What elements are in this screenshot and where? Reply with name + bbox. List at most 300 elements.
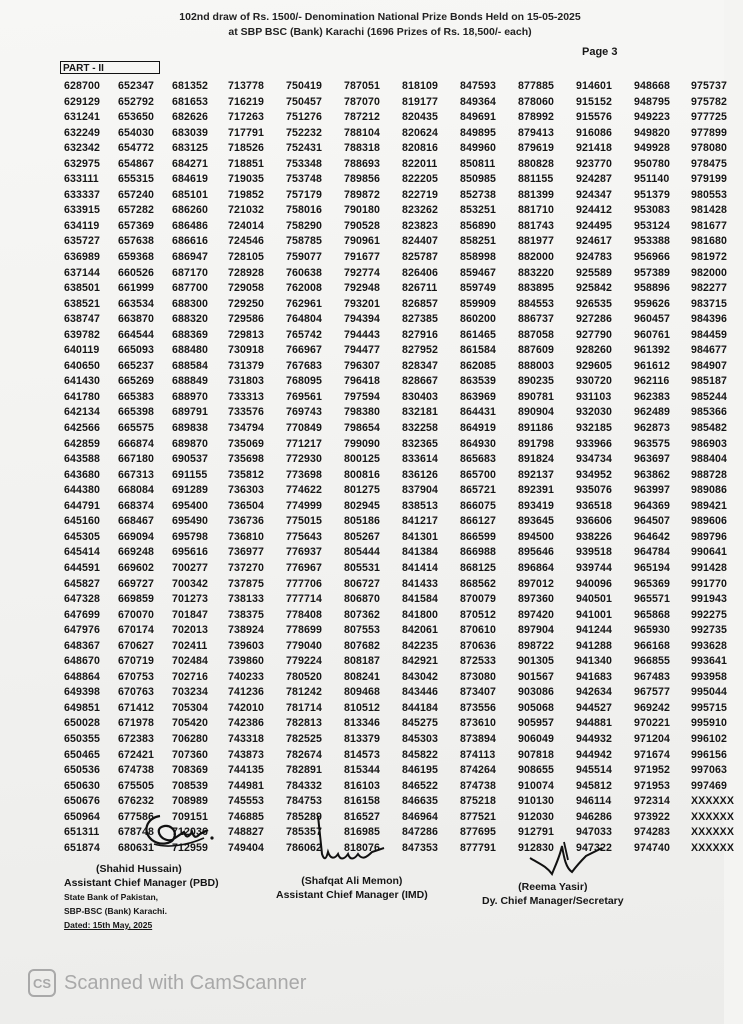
prize-bond-number: 670174 <box>118 624 154 637</box>
prize-bond-number: 971204 <box>634 732 670 745</box>
prize-bond-number: 702716 <box>172 670 208 683</box>
signature-shafqat-ali-memon <box>312 814 392 870</box>
prize-bond-number: 650536 <box>64 764 100 777</box>
prize-bond-number: 737875 <box>228 577 264 590</box>
prize-bond-number: 661999 <box>118 282 154 295</box>
prize-bond-number: 907818 <box>518 748 554 761</box>
prize-bond-number: 948795 <box>634 95 670 108</box>
prize-bond-number: 702484 <box>172 655 208 668</box>
prize-bond-number: 813346 <box>344 717 380 730</box>
prize-bond-number: 760638 <box>286 266 322 279</box>
prize-bond-number: 648367 <box>64 639 100 652</box>
prize-bond-number: 929605 <box>576 359 612 372</box>
prize-bond-number: 996102 <box>691 732 727 745</box>
prize-bond-number: 675505 <box>118 779 154 792</box>
prize-bond-number: 647328 <box>64 593 100 606</box>
prize-bond-number: 736810 <box>228 530 264 543</box>
camscanner-logo-icon: CS <box>28 969 56 997</box>
prize-bond-number: 995044 <box>691 686 727 699</box>
prize-bond-number: 633111 <box>64 173 99 186</box>
prize-bond-number: 884553 <box>518 297 554 310</box>
prize-bond-number: 995910 <box>691 717 727 730</box>
prize-bond-number: 647976 <box>64 624 100 637</box>
prize-bond-number: 788104 <box>344 126 380 139</box>
prize-bond-number: 879413 <box>518 126 554 139</box>
prize-bond-number: 847593 <box>460 80 496 92</box>
prize-bond-number: 816527 <box>344 810 380 823</box>
prize-bond-number: 962383 <box>634 390 670 403</box>
prize-bond-number: 688369 <box>172 328 208 341</box>
prize-bond-number: 866127 <box>460 515 496 528</box>
prize-bond-number: 705420 <box>172 717 208 730</box>
prize-bond-number: 633915 <box>64 204 100 217</box>
prize-bond-number: 781714 <box>286 701 322 714</box>
number-column <box>118 79 170 856</box>
prize-bond-number: 965930 <box>634 624 670 637</box>
prize-bond-number: 926535 <box>576 297 612 310</box>
prize-bond-number: 639782 <box>64 328 100 341</box>
prize-bond-number: 963575 <box>634 437 670 450</box>
prize-bond-number: 983715 <box>691 297 727 310</box>
prize-bond-number: 718526 <box>228 142 264 155</box>
prize-bond-number: 960457 <box>634 313 670 326</box>
prize-bond-number: 779224 <box>286 655 322 668</box>
prize-bond-number: 736977 <box>228 546 264 559</box>
prize-bond-number: 779040 <box>286 639 322 652</box>
prize-bond-number: 632342 <box>64 142 100 155</box>
prize-bond-number: 993628 <box>691 639 727 652</box>
prize-bond-number: 654867 <box>118 157 154 170</box>
prize-bond-number: 663534 <box>118 297 154 310</box>
prize-bond-number: 880828 <box>518 157 554 170</box>
page-number: Page 3 <box>582 46 618 58</box>
prize-bond-number: 846964 <box>402 810 438 823</box>
prize-bond-number: 729250 <box>228 297 264 310</box>
prize-bond-number: 782813 <box>286 717 322 730</box>
prize-bond-number: 743873 <box>228 748 264 761</box>
prize-bond-number: 963862 <box>634 468 670 481</box>
prize-bond-number: 897360 <box>518 593 554 606</box>
prize-bond-number: 729058 <box>228 282 264 295</box>
prize-bond-number: 863539 <box>460 375 496 388</box>
prize-bond-number: 997063 <box>691 764 727 777</box>
prize-bond-number: 861465 <box>460 328 496 341</box>
prize-bond-number: 762008 <box>286 282 322 295</box>
prize-bond-number: 806870 <box>344 593 380 606</box>
prize-bond-number: 850811 <box>460 157 496 170</box>
prize-bond-number: 654772 <box>118 142 154 155</box>
prize-bond-number: 841384 <box>402 546 438 559</box>
prize-bond-number: 805444 <box>344 546 380 559</box>
prize-bond-number: 989086 <box>691 484 727 497</box>
prize-bond-number: 877791 <box>460 841 496 854</box>
prize-bond-number: 928260 <box>576 344 612 357</box>
prize-bond-number: 981680 <box>691 235 727 248</box>
prize-bond-number: 677586 <box>118 810 154 823</box>
prize-bond-number: 788693 <box>344 157 380 170</box>
prize-bond-number: 665237 <box>118 359 154 372</box>
prize-bond-number: 643588 <box>64 453 100 466</box>
prize-bond-number: 664544 <box>118 328 154 341</box>
prize-bond-number: 769561 <box>286 390 322 403</box>
prize-bond-number: 669859 <box>118 593 154 606</box>
prize-bond-number: 916086 <box>576 126 612 139</box>
prize-bond-number: 934734 <box>576 453 612 466</box>
prize-bond-number: 666874 <box>118 437 154 450</box>
prize-bond-number: 767683 <box>286 359 322 372</box>
prize-bond-number: 758785 <box>286 235 322 248</box>
prize-bond-number: 986903 <box>691 437 727 450</box>
prize-bond-number: 671978 <box>118 717 154 730</box>
prize-bond-number: 735812 <box>228 468 264 481</box>
prize-bond-number: 768095 <box>286 375 322 388</box>
prize-bond-number: 718851 <box>228 157 264 170</box>
prize-bond-number: 708369 <box>172 764 208 777</box>
prize-bond-number: 897904 <box>518 624 554 637</box>
prize-bond-number: 887058 <box>518 328 554 341</box>
prize-bond-number: 924783 <box>576 251 612 264</box>
prize-bond-number: 805186 <box>344 515 380 528</box>
prize-bond-number: 644380 <box>64 484 100 497</box>
prize-bond-number: 735698 <box>228 453 264 466</box>
prize-bond-number: 772930 <box>286 453 322 466</box>
prize-bond-number: 798654 <box>344 422 380 435</box>
prize-bond-number: 975782 <box>691 95 727 108</box>
prize-bond-number: 827952 <box>402 344 438 357</box>
prize-bond-number: 654030 <box>118 126 154 139</box>
prize-bond-number: 891824 <box>518 453 554 466</box>
prize-bond-number: XXXXXX <box>691 795 734 808</box>
prize-bond-number: 985482 <box>691 422 727 435</box>
prize-bond-number: 961612 <box>634 359 670 372</box>
prize-bond-number: 681653 <box>172 95 208 108</box>
prize-bond-number: 700342 <box>172 577 208 590</box>
prize-bond-number: XXXXXX <box>691 826 734 839</box>
prize-bond-number: 782674 <box>286 748 322 761</box>
prize-bond-number: 845275 <box>402 717 438 730</box>
prize-bond-number: 865700 <box>460 468 496 481</box>
prize-bond-number: 787051 <box>344 80 380 92</box>
signatory-2-name: (Shafqat Ali Memon) <box>301 875 403 887</box>
prize-bond-number: 856890 <box>460 219 496 232</box>
prize-bond-number: 778408 <box>286 608 322 621</box>
prize-bond-number: 809468 <box>344 686 380 699</box>
signatory-2-title: Assistant Chief Manager (IMD) <box>276 889 428 901</box>
prize-bond-number: 777706 <box>286 577 322 590</box>
prize-bond-number: 752232 <box>286 126 322 139</box>
prize-bond-number: 683039 <box>172 126 208 139</box>
prize-bond-number: 657240 <box>118 188 154 201</box>
prize-bond-number: 820624 <box>402 126 438 139</box>
prize-bond-number: 946286 <box>576 810 612 823</box>
prize-bond-number: 676232 <box>118 795 154 808</box>
prize-bond-number: 751276 <box>286 111 322 124</box>
prize-bond-number: 818109 <box>402 80 438 92</box>
prize-bond-number: 975737 <box>691 80 727 92</box>
prize-bond-number: 865683 <box>460 453 496 466</box>
prize-bond-number: 873610 <box>460 717 496 730</box>
prize-bond-number: 784753 <box>286 795 322 808</box>
prize-bond-number: 734794 <box>228 422 264 435</box>
prize-bond-number: 729586 <box>228 313 264 326</box>
prize-bond-number: 925589 <box>576 266 612 279</box>
prize-bond-number: 819177 <box>402 95 438 108</box>
watermark-text: Scanned with CamScanner <box>64 971 307 994</box>
prize-bond-number: 959626 <box>634 297 670 310</box>
prize-bond-number: 967483 <box>634 670 670 683</box>
prize-bond-number: 843446 <box>402 686 438 699</box>
prize-bond-number: 774999 <box>286 499 322 512</box>
number-column <box>228 79 280 856</box>
prize-bond-number: 736504 <box>228 499 264 512</box>
prize-bond-number: 977725 <box>691 111 727 124</box>
prize-bond-number: 707360 <box>172 748 208 761</box>
prize-bond-number: 912030 <box>518 810 554 823</box>
prize-bond-number: 894500 <box>518 530 554 543</box>
prize-bond-number: 721032 <box>228 204 264 217</box>
prize-bond-number: 939744 <box>576 561 612 574</box>
prize-bond-number: 965571 <box>634 593 670 606</box>
prize-bond-number: 940501 <box>576 593 612 606</box>
signatory-1-org: State Bank of Pakistan, <box>64 892 159 902</box>
number-column <box>402 79 454 856</box>
prize-bond-number: 668374 <box>118 499 154 512</box>
prize-bond-number: 947033 <box>576 826 612 839</box>
prize-bond-number: 924412 <box>576 204 612 217</box>
prize-bond-number: 881155 <box>518 173 554 186</box>
prize-bond-number: 717791 <box>228 126 264 139</box>
prize-bond-number: 669248 <box>118 546 154 559</box>
prize-bond-number: 995715 <box>691 701 727 714</box>
prize-bond-number: 941244 <box>576 624 612 637</box>
prize-bond-number: 808187 <box>344 655 380 668</box>
prize-bond-number: 810512 <box>344 701 380 714</box>
prize-bond-number: 845822 <box>402 748 438 761</box>
prize-bond-number: 685101 <box>172 188 208 201</box>
prize-bond-number: 962873 <box>634 422 670 435</box>
prize-bond-number: 852738 <box>460 188 496 201</box>
prize-bond-number: 688300 <box>172 297 208 310</box>
prize-bond-number: 828347 <box>402 359 438 372</box>
prize-bond-number: 650964 <box>64 810 100 823</box>
prize-bond-number: 870636 <box>460 639 496 652</box>
prize-bond-number: 695490 <box>172 515 208 528</box>
prize-bond-number: 890904 <box>518 406 554 419</box>
prize-bond-number: 695616 <box>172 546 208 559</box>
prize-bond-number: 859467 <box>460 266 496 279</box>
prize-bond-number: 934952 <box>576 468 612 481</box>
prize-bond-number: 740233 <box>228 670 264 683</box>
prize-bond-number: 629129 <box>64 95 100 108</box>
prize-bond-number: 796307 <box>344 359 380 372</box>
prize-bond-number: 868562 <box>460 577 496 590</box>
prize-bond-number: 806727 <box>344 577 380 590</box>
prize-bond-number: 879619 <box>518 142 554 155</box>
prize-bond-number: 993958 <box>691 670 727 683</box>
prize-bond-number: 953388 <box>634 235 670 248</box>
prize-bond-number: 798380 <box>344 406 380 419</box>
prize-bond-number: 670753 <box>118 670 154 683</box>
prize-bond-number: 753348 <box>286 157 322 170</box>
prize-bond-number: 782525 <box>286 732 322 745</box>
prize-bond-number: 736736 <box>228 515 264 528</box>
prize-bond-number: 866988 <box>460 546 496 559</box>
prize-bond-number: 678748 <box>118 826 154 839</box>
prize-bond-number: 881977 <box>518 235 554 248</box>
prize-bond-number: 780520 <box>286 670 322 683</box>
prize-bond-number: 650630 <box>64 779 100 792</box>
prize-bond-number: 844184 <box>402 701 438 714</box>
prize-bond-number: 875218 <box>460 795 496 808</box>
prize-bond-number: 786062 <box>286 841 322 854</box>
prize-bond-number: 733576 <box>228 406 264 419</box>
prize-bond-number: 924617 <box>576 235 612 248</box>
prize-bond-number: 915576 <box>576 111 612 124</box>
prize-bond-number: 932030 <box>576 406 612 419</box>
prize-bond-number: 847286 <box>402 826 438 839</box>
prize-bond-number: 849691 <box>460 111 496 124</box>
prize-bond-number: 820816 <box>402 142 438 155</box>
prize-bond-number: 873556 <box>460 701 496 714</box>
prize-bond-number: 826711 <box>402 282 438 295</box>
prize-bond-number: 936606 <box>576 515 612 528</box>
prize-bond-number: 648864 <box>64 670 100 683</box>
prize-bond-number: 695798 <box>172 530 208 543</box>
prize-bond-number: 945812 <box>576 779 612 792</box>
prize-bond-number: 843042 <box>402 670 438 683</box>
prize-bond-number: 978080 <box>691 142 727 155</box>
prize-bond-number: 824407 <box>402 235 438 248</box>
prize-bond-number: 841584 <box>402 593 438 606</box>
prize-bond-number: 708539 <box>172 779 208 792</box>
prize-bond-number: 931103 <box>576 390 612 403</box>
prize-bond-number: 847353 <box>402 841 438 854</box>
prize-bond-number: 686260 <box>172 204 208 217</box>
prize-bond-number: 735069 <box>228 437 264 450</box>
prize-bond-number: 660526 <box>118 266 154 279</box>
prize-bond-number: 859749 <box>460 282 496 295</box>
prize-bond-number: 870079 <box>460 593 496 606</box>
prize-bond-number: 728928 <box>228 266 264 279</box>
prize-bond-number: 883895 <box>518 282 554 295</box>
prize-bond-number: 650028 <box>64 717 100 730</box>
prize-bond-number: 970221 <box>634 717 670 730</box>
prize-bond-number: 865721 <box>460 484 496 497</box>
prize-bond-number: 895646 <box>518 546 554 559</box>
prize-bond-number: 684619 <box>172 173 208 186</box>
prize-bond-number: 964507 <box>634 515 670 528</box>
prize-bond-number: 773698 <box>286 468 322 481</box>
prize-bond-number: 638747 <box>64 313 100 326</box>
prize-bond-number: 877521 <box>460 810 496 823</box>
prize-bond-number: 771217 <box>286 437 322 450</box>
number-column <box>344 79 396 856</box>
prize-bond-number: 737270 <box>228 561 264 574</box>
prize-bond-number: 758290 <box>286 219 322 232</box>
prize-bond-number: 977899 <box>691 126 727 139</box>
prize-bond-number: 642859 <box>64 437 100 450</box>
prize-bond-number: 989796 <box>691 530 727 543</box>
prize-bond-number: 996156 <box>691 748 727 761</box>
prize-bond-number: 822719 <box>402 188 438 201</box>
prize-bond-number: 712036 <box>172 826 208 839</box>
prize-bond-number: 967577 <box>634 686 670 699</box>
prize-bond-number: 832181 <box>402 406 438 419</box>
prize-bond-number: 863969 <box>460 390 496 403</box>
prize-bond-number: 766967 <box>286 344 322 357</box>
prize-bond-number: 982277 <box>691 282 727 295</box>
prize-bond-number: 672421 <box>118 748 154 761</box>
prize-bond-number: 980553 <box>691 188 727 201</box>
prize-bond-number: 898722 <box>518 639 554 652</box>
prize-bond-number: 739860 <box>228 655 264 668</box>
prize-bond-number: 901305 <box>518 655 554 668</box>
prize-bond-number: 971674 <box>634 748 670 761</box>
prize-bond-number: 841433 <box>402 577 438 590</box>
prize-bond-number: 956966 <box>634 251 670 264</box>
prize-bond-number: 868125 <box>460 561 496 574</box>
prize-bond-number: 878060 <box>518 95 554 108</box>
prize-bond-number: 807682 <box>344 639 380 652</box>
prize-bond-number: 781242 <box>286 686 322 699</box>
prize-bond-number: 652792 <box>118 95 154 108</box>
prize-bond-number: 644791 <box>64 499 100 512</box>
prize-bond-number: 700277 <box>172 561 208 574</box>
prize-bond-number: 933966 <box>576 437 612 450</box>
prize-bond-number: 841414 <box>402 561 438 574</box>
prize-bond-number: 846195 <box>402 764 438 777</box>
prize-bond-number: 663870 <box>118 313 154 326</box>
prize-bond-number: 742386 <box>228 717 264 730</box>
prize-bond-number: 649398 <box>64 686 100 699</box>
prize-bond-number: 997469 <box>691 779 727 792</box>
prize-bond-number: 940096 <box>576 577 612 590</box>
prize-bond-number: 858998 <box>460 251 496 264</box>
prize-bond-number: 769743 <box>286 406 322 419</box>
prize-bond-number: 981972 <box>691 251 727 264</box>
prize-bond-number: 841217 <box>402 515 438 528</box>
prize-bond-number: 640119 <box>64 344 100 357</box>
prize-bond-number: 657282 <box>118 204 154 217</box>
prize-bond-number: 818076 <box>344 841 380 854</box>
prize-bond-number: 841301 <box>402 530 438 543</box>
prize-bond-number: 638521 <box>64 297 100 310</box>
prize-bond-number: 758016 <box>286 204 322 217</box>
prize-bond-number: 636989 <box>64 251 100 264</box>
prize-bond-number: 965369 <box>634 577 670 590</box>
prize-bond-number: 985244 <box>691 390 727 403</box>
camscanner-watermark <box>28 968 306 998</box>
prize-bond-number: 688320 <box>172 313 208 326</box>
prize-bond-number: 957389 <box>634 266 670 279</box>
prize-bond-number: 744135 <box>228 764 264 777</box>
prize-bond-number: 961392 <box>634 344 670 357</box>
prize-bond-number: 984459 <box>691 328 727 341</box>
prize-bond-number: 912791 <box>518 826 554 839</box>
prize-bond-number: 912830 <box>518 841 554 854</box>
prize-bond-number: 862085 <box>460 359 496 372</box>
prize-bond-number: 845303 <box>402 732 438 745</box>
prize-bond-number: 703234 <box>172 686 208 699</box>
prize-bond-number: 689791 <box>172 406 208 419</box>
prize-bond-number: 833614 <box>402 453 438 466</box>
prize-bond-number: 650465 <box>64 748 100 761</box>
prize-bond-number: 775643 <box>286 530 322 543</box>
prize-bond-number: 716219 <box>228 95 264 108</box>
prize-bond-number: 966168 <box>634 639 670 652</box>
prize-bond-number: 971953 <box>634 779 670 792</box>
prize-bond-number: 790961 <box>344 235 380 248</box>
